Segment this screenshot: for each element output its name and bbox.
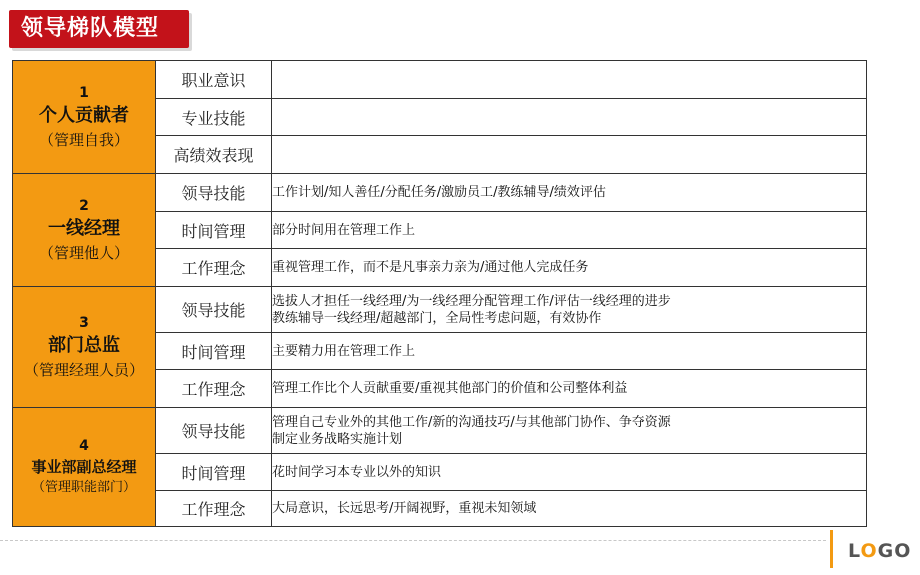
level-3-cell <box>13 287 156 408</box>
table-row <box>13 174 867 212</box>
level-number: 2 <box>79 198 89 214</box>
logo <box>848 540 911 562</box>
description-cell <box>272 287 867 333</box>
level-1-cell <box>13 61 156 174</box>
description-cell <box>272 249 867 287</box>
level-name: 一线经理 <box>48 218 120 239</box>
aspect-cell: 时间管理 <box>156 454 272 491</box>
aspect-cell: 工作理念 <box>156 370 272 408</box>
description-cell <box>272 370 867 408</box>
level-name: 个人贡献者 <box>39 105 129 126</box>
level-2-cell <box>13 174 156 287</box>
description-line: 主要精力用在管理工作上 <box>272 343 416 359</box>
description-cell <box>272 99 867 136</box>
level-subtitle: （管理自我） <box>38 131 129 149</box>
title-banner <box>9 10 189 48</box>
description-cell <box>272 61 867 99</box>
aspect-cell: 工作理念 <box>156 249 272 287</box>
description-cell <box>272 454 867 491</box>
logo-letter: GO <box>877 540 912 562</box>
logo-letter-o: O <box>860 540 878 562</box>
level-number: 3 <box>79 315 89 331</box>
logo-accent-bar <box>830 530 833 568</box>
aspect-cell: 领导技能 <box>156 408 272 454</box>
description-line: 花时间学习本专业以外的知识 <box>272 464 442 480</box>
aspect-cell: 职业意识 <box>156 61 272 99</box>
aspect-cell: 时间管理 <box>156 333 272 370</box>
level-subtitle: （管理他人） <box>38 244 129 262</box>
aspect-cell: 工作理念 <box>156 491 272 527</box>
description-cell <box>272 333 867 370</box>
footer-divider <box>0 540 826 541</box>
level-name: 部门总监 <box>48 335 120 356</box>
description-line: 选拔人才担任一线经理/为一线经理分配管理工作/评估一线经理的进步 <box>272 293 671 309</box>
description-cell <box>272 174 867 212</box>
level-number: 1 <box>79 85 89 101</box>
aspect-cell: 专业技能 <box>156 99 272 136</box>
table-row <box>13 287 867 333</box>
description-cell <box>272 212 867 249</box>
level-4-cell <box>13 408 156 527</box>
description-line: 管理自己专业外的其他工作/新的沟通技巧/与其他部门协作、争夺资源 <box>272 414 671 430</box>
aspect-cell: 时间管理 <box>156 212 272 249</box>
description-line: 教练辅导一线经理/超越部门，全局性考虑问题，有效协作 <box>272 310 602 326</box>
description-line: 部分时间用在管理工作上 <box>272 222 416 238</box>
page-title: 领导梯队模型 <box>21 16 160 41</box>
description-line: 重视管理工作，而不是凡事亲力亲为/通过他人完成任务 <box>272 260 589 275</box>
level-name: 事业部副总经理 <box>31 458 137 476</box>
level-subtitle: （管理职能部门） <box>31 480 136 495</box>
aspect-cell: 高绩效表现 <box>156 136 272 174</box>
description-cell <box>272 491 867 527</box>
description-line: 管理工作比个人贡献重要/重视其他部门的价值和公司整体利益 <box>272 381 628 396</box>
level-subtitle: （管理经理人员） <box>23 361 144 379</box>
description-cell <box>272 136 867 174</box>
aspect-cell: 领导技能 <box>156 174 272 212</box>
leadership-pipeline-table <box>12 60 867 527</box>
description-line: 工作计划/知人善任/分配任务/激励员工/教练辅导/绩效评估 <box>272 185 606 200</box>
description-cell <box>272 408 867 454</box>
table-row <box>13 61 867 99</box>
table-row <box>13 408 867 454</box>
logo-letter: L <box>848 540 861 562</box>
description-line: 大局意识，长远思考/开阔视野，重视未知领域 <box>272 501 537 516</box>
level-number: 4 <box>79 438 89 454</box>
aspect-cell: 领导技能 <box>156 287 272 333</box>
description-line: 制定业务战略实施计划 <box>272 431 403 447</box>
